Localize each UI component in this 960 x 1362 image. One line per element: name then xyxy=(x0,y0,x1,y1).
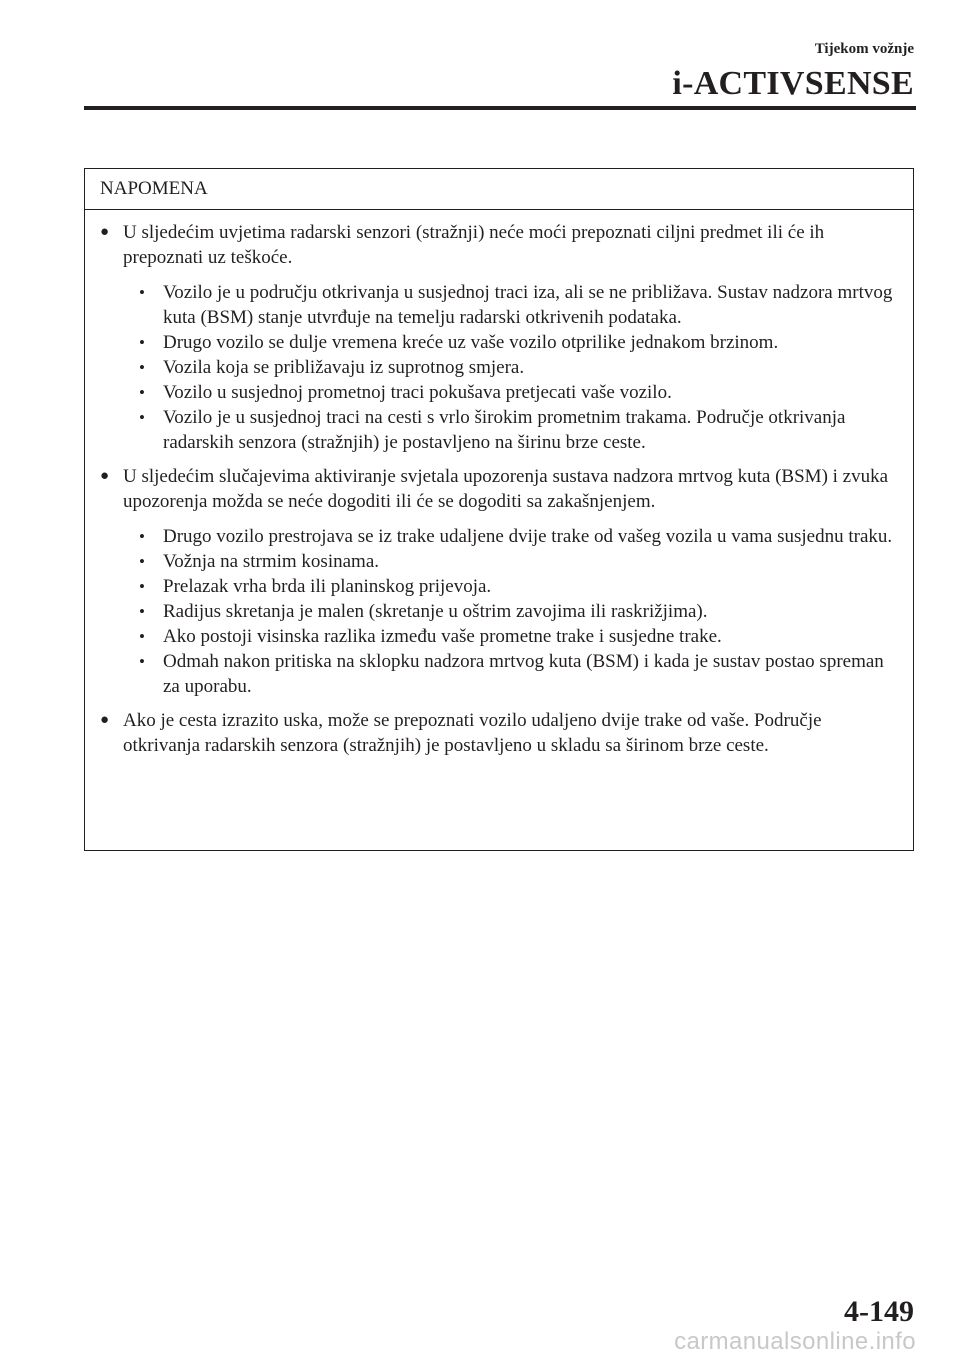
bullet-icon: • xyxy=(139,408,145,427)
note-item xyxy=(98,708,899,758)
sub-item-text: Radijus skretanja je malen (skretanje u oštrim zavojima ili raskrižjima). xyxy=(163,601,708,622)
sub-item xyxy=(123,405,899,455)
note-box xyxy=(84,168,914,851)
section-subtitle: Tijekom vožnje xyxy=(814,41,914,57)
sub-item-text: Vozila koja se približavaju iz suprotnog smjera. xyxy=(163,357,525,378)
sub-item xyxy=(123,355,899,380)
bullet-icon: • xyxy=(139,358,145,377)
sub-item xyxy=(123,330,899,355)
watermark: carmanualsonline.info xyxy=(674,1328,916,1355)
sub-item xyxy=(123,624,899,649)
sub-item xyxy=(123,524,899,549)
sub-item xyxy=(123,599,899,624)
sub-item-text: Vožnja na strmim kosinama. xyxy=(163,551,380,572)
sub-item-text: Vozilo je u području otkrivanja u susjednoj traci iza, ali se ne približava. Sustav nadzora mrtvog kuta (BSM) stanje utvrđuje na temelju radarski otkrivenih podataka. xyxy=(163,282,893,328)
sub-item xyxy=(123,574,899,599)
sub-item-text: Drugo vozilo prestrojava se iz trake udaljene dvije trake od vašeg vozila u vama susjednu traku. xyxy=(163,526,893,547)
bullet-icon: • xyxy=(139,283,145,302)
bullet-icon: • xyxy=(139,602,145,621)
note-item xyxy=(98,220,899,455)
sub-item xyxy=(123,549,899,574)
sub-item-text: Vozilo u susjednoj prometnoj traci pokušava pretjecati vaše vozilo. xyxy=(163,382,672,403)
bullet-icon: • xyxy=(139,383,145,402)
header-divider xyxy=(84,106,916,110)
note-item-text: U sljedećim slučajevima aktiviranje svjetala upozorenja sustava nadzora mrtvog kuta (BSM) i zvuka upozorenja možda se neće dogoditi ili će se dogoditi sa zakašnjenjem. xyxy=(123,466,889,512)
note-title: NAPOMENA xyxy=(85,169,913,210)
bullet-icon: • xyxy=(139,627,145,646)
page-number: 4-149 xyxy=(844,1295,914,1328)
bullet-icon: • xyxy=(139,577,145,596)
bullet-icon: • xyxy=(139,527,145,546)
bullet-dot-icon: ● xyxy=(100,712,110,728)
sub-item xyxy=(123,280,899,330)
bullet-icon: • xyxy=(139,333,145,352)
sub-item xyxy=(123,649,899,699)
sub-list xyxy=(123,280,899,455)
note-item-text: U sljedećim uvjetima radarski senzori (stražnji) neće moći prepoznati ciljni predmet ili će ih prepoznati uz teškoće. xyxy=(123,222,825,268)
sub-item-text: Drugo vozilo se dulje vremena kreće uz vaše vozilo otprilike jednakom brzinom. xyxy=(163,332,779,353)
bullet-icon: • xyxy=(139,552,145,571)
sub-item-text: Odmah nakon pritiska na sklopku nadzora mrtvog kuta (BSM) i kada je sustav postao spreman za uporabu. xyxy=(163,651,884,697)
page-header xyxy=(672,40,914,104)
bullet-dot-icon: ● xyxy=(100,468,110,484)
note-body xyxy=(85,210,913,758)
sub-list xyxy=(123,524,899,699)
section-title: i-ACTIVSENSE xyxy=(672,65,914,102)
note-item-text: Ako je cesta izrazito uska, može se prepoznati vozilo udaljeno dvije trake od vaše. Područje otkrivanja radarskih senzora (stražnjih) je postavljeno u skladu sa širinom brze ceste. xyxy=(123,710,822,756)
sub-item-text: Ako postoji visinska razlika između vaše prometne trake i susjedne trake. xyxy=(163,626,722,647)
sub-item-text: Vozilo je u susjednoj traci na cesti s vrlo širokim prometnim trakama. Područje otkrivanja radarskih senzora (stražnjih) je postavljeno na širinu brze ceste. xyxy=(163,407,846,453)
bullet-dot-icon: ● xyxy=(100,224,110,240)
sub-item xyxy=(123,380,899,405)
bullet-icon: • xyxy=(139,652,145,671)
note-item xyxy=(98,464,899,699)
sub-item-text: Prelazak vrha brda ili planinskog prijevoja. xyxy=(163,576,492,597)
